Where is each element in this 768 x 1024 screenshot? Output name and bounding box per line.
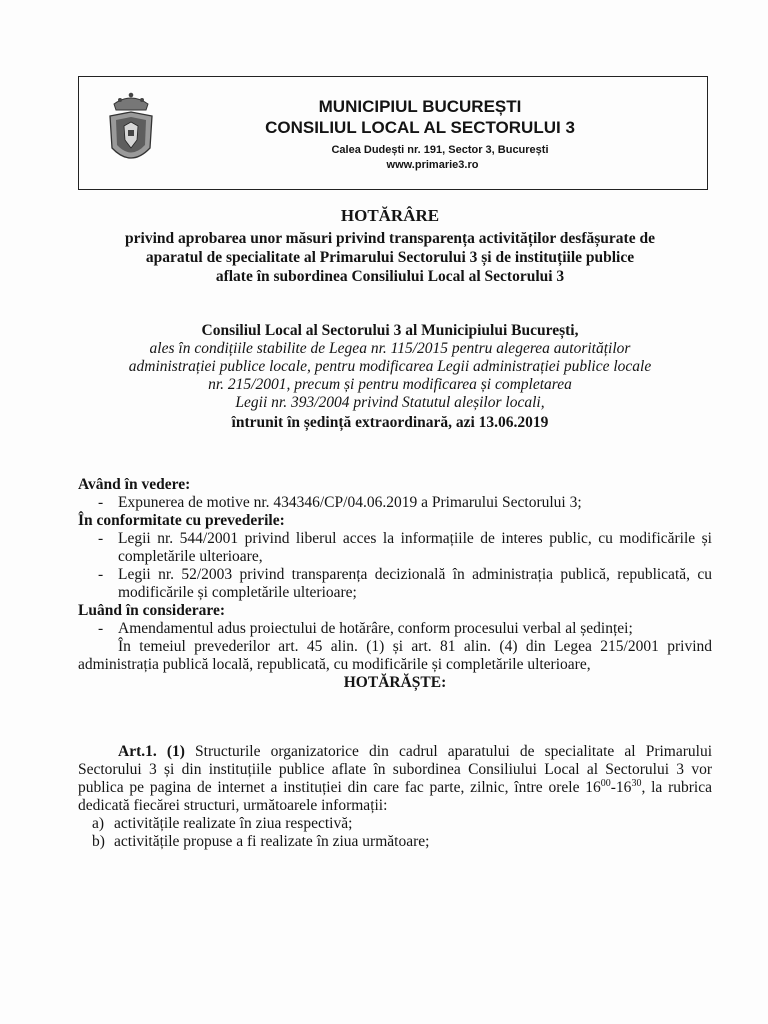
- council-line: Consiliul Local al Sectorului 3 al Municipiului București,: [201, 322, 579, 339]
- elected-paragraph: [60, 340, 720, 412]
- list-item: - Amendamentul adus proiectului de hotărâre, conform procesului verbal al ședinței;: [98, 620, 633, 637]
- list-item: - Expunerea de motive nr. 434346/CP/04.06.2019 a Primarului Sectorului 3;: [98, 494, 582, 511]
- council-name: CONSILIUL LOCAL AL SECTORULUI 3: [265, 118, 575, 137]
- heading-having-regard: Având în vedere:: [78, 476, 191, 493]
- elected-line: Legii nr. 393/2004 privind Statutul aleșilor locali,: [235, 394, 545, 411]
- elected-line: ales în condițiile stabilite de Legea nr. 115/2015 pentru alegerea autorităților: [149, 340, 631, 357]
- list-item: b) activitățile propuse a fi realizate în ziua următoare;: [92, 833, 430, 850]
- elected-line: administrației publice locale, pentru modificarea Legii administrației publice locale: [128, 358, 652, 375]
- list-item: - Legii nr. 544/2001 privind liberul acces la informațiile de interes public, cu modificările și completările ulterioare,: [98, 530, 712, 565]
- address: Calea Dudești nr. 191, Sector 3, București: [331, 144, 549, 156]
- meeting-line: întrunit în ședință extraordinară, azi 13.06.2019: [231, 414, 549, 431]
- document-title: HOTĂRÂRE: [340, 206, 440, 225]
- decision-heading: HOTĂRĂȘTE:: [343, 674, 447, 691]
- subtitle-line: privind aprobarea unor măsuri privind transparența activităților desfășurate de: [125, 230, 655, 247]
- header-text: [170, 96, 670, 172]
- subtitle-line: aflate în subordinea Consiliului Local al Sectorului 3: [215, 268, 565, 285]
- article-1-paragraph: Art.1. (1) Structurile organizatorice din cadrul aparatului de specialitate al Primarului Sectorului 3 și din instituțiile publice aflate în subordinea Consiliului Local al Sectorului 3 vor publica pe pagina de internet a instituției din care fac parte, zilnic, între orele $16^{00}-16^{30}$, la rubrica dedicată fiecărei structuri, următoarele informații:: [78, 743, 713, 814]
- elected-line: nr. 215/2001, precum și pentru modificarea și completarea: [208, 376, 572, 393]
- coat-of-arms-icon: [108, 90, 154, 170]
- heading-in-accordance: În conformitate cu prevederile:: [78, 512, 285, 529]
- legal-basis: În temeiul prevederilor art. 45 alin. (1) și art. 81 alin. (4) din Legea 215/2001 privind administrația publică locală, republicată, cu modificările și completările ulterioare,: [78, 638, 712, 673]
- website-link[interactable]: www.primarie3.ro: [386, 159, 479, 171]
- heading-taking-into-account: Luând în considerare:: [78, 602, 225, 619]
- article-label: Art.1. (1): [118, 743, 185, 760]
- article-section: [78, 743, 712, 851]
- considerations-section: [78, 476, 712, 692]
- list-item: - Legii nr. 52/2003 privind transparența decizională în administrația publică, republicată, cu modificările și completările ulterioare;: [98, 566, 712, 601]
- institution-name: MUNICIPIUL BUCUREȘTI: [318, 97, 522, 116]
- subtitle-line: aparatul de specialitate al Primarului Sectorului 3 și de instituțiile publice: [145, 249, 635, 266]
- document-subtitle: [60, 229, 720, 286]
- list-item: a) activitățile realizate în ziua respectivă;: [92, 815, 353, 832]
